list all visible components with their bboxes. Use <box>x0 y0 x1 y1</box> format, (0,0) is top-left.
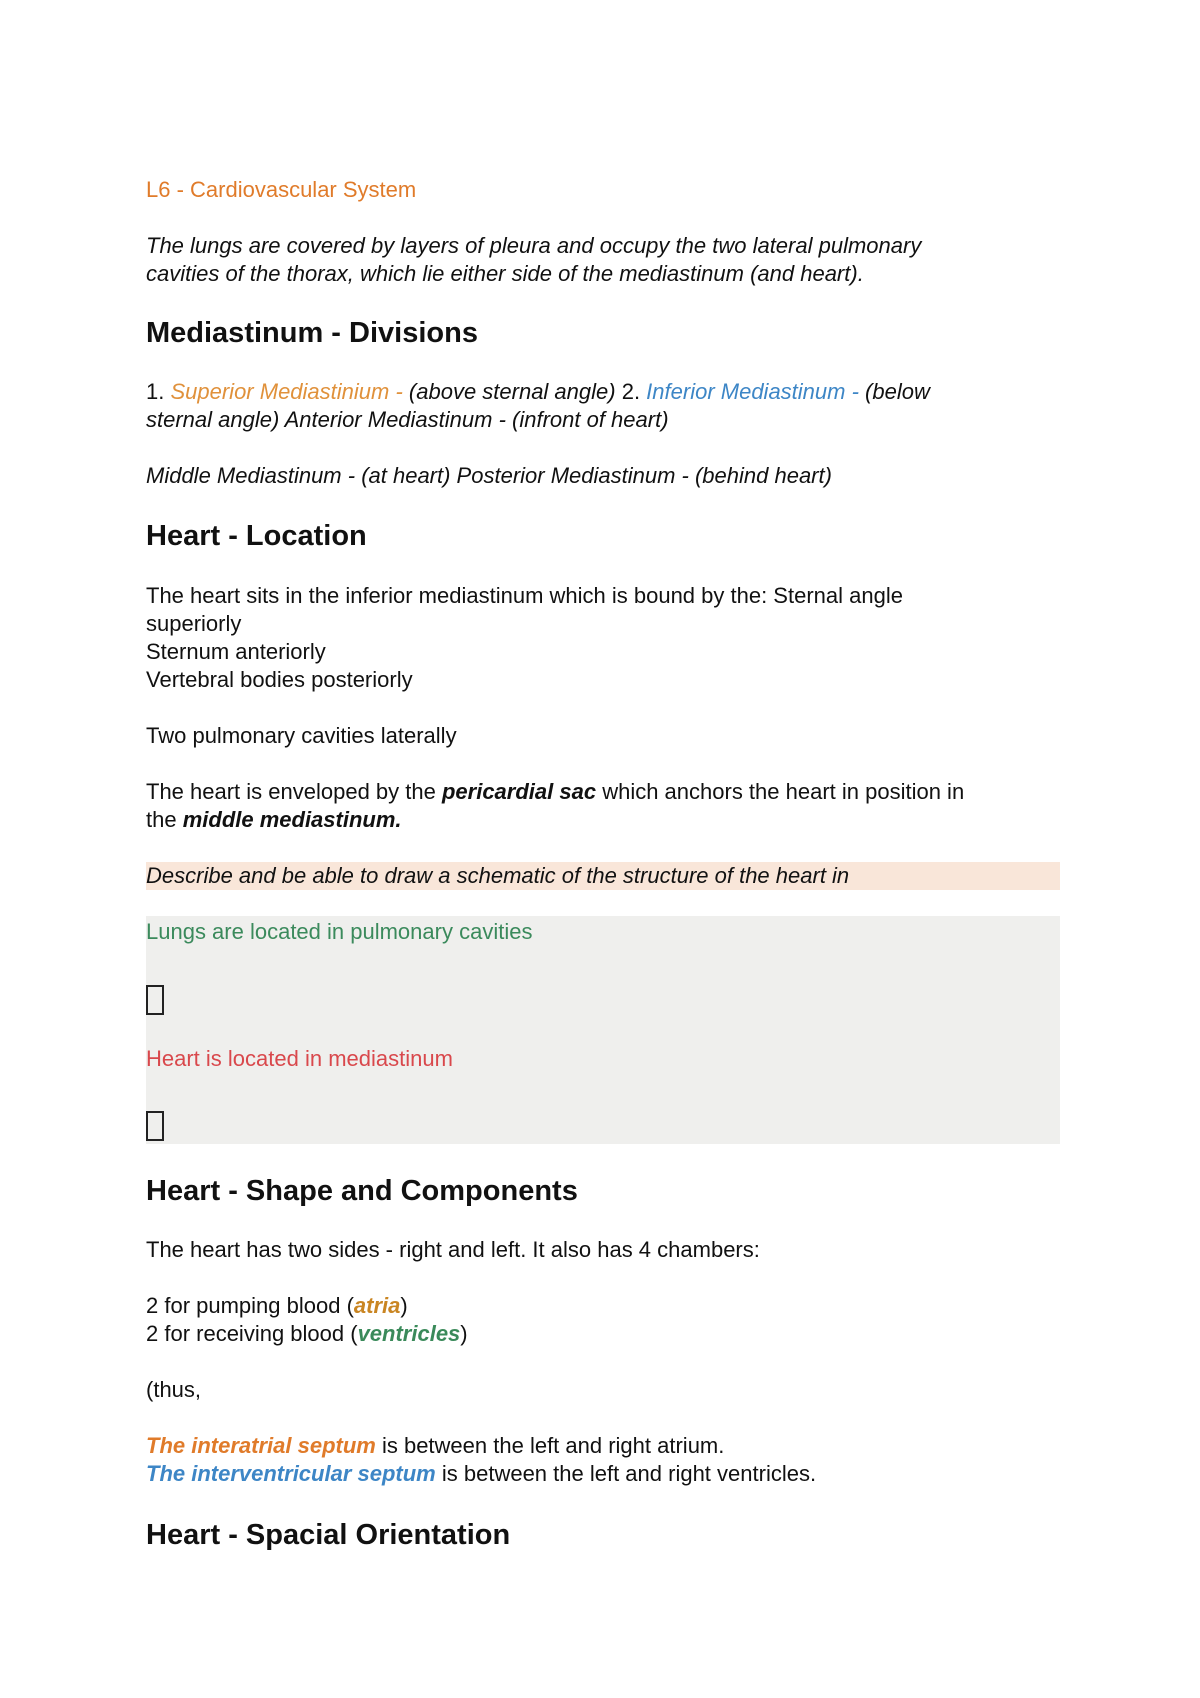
location-line-4: Vertebral bodies posteriorly <box>146 667 413 692</box>
ventricles-term: ventricles <box>357 1321 461 1346</box>
missing-image-icon <box>146 985 164 1015</box>
heading-orientation: Heart - Spacial Orientation <box>146 1519 511 1551</box>
heading-location: Heart - Location <box>146 520 367 552</box>
page-title: L6 - Cardiovascular System <box>146 177 417 202</box>
pericardial-sac: pericardial sac <box>441 779 597 804</box>
pumping-line <box>146 1292 408 1320</box>
intro-line-2: cavities of the thorax, which lie either side of the mediastinum (and heart). <box>146 261 864 286</box>
thus-line: (thus, <box>146 1377 202 1402</box>
divisions-line-1 <box>146 378 930 406</box>
superior-mediastinum: Superior Mediastinium - <box>170 379 409 404</box>
interventricular-text: is between the left and right ventricles. <box>435 1461 817 1486</box>
superior-note: (above sternal angle) <box>408 379 622 404</box>
shape-line-1: The heart has two sides - right and left. It also has 4 chambers: <box>146 1237 760 1262</box>
location-line-5: Two pulmonary cavities laterally <box>146 723 457 748</box>
interatrial-line <box>146 1432 724 1460</box>
callout-box <box>146 916 1060 1144</box>
heading-divisions: Mediastinum - Divisions <box>146 317 478 349</box>
envelope-text-c: which anchors the heart in position in <box>596 779 965 804</box>
divisions-num-2: 2. <box>621 379 647 404</box>
receiving-text-a: 2 for receiving blood ( <box>146 1321 358 1346</box>
location-line-2: superiorly <box>146 611 242 636</box>
highlight-text: Describe and be able to draw a schematic of the structure of the heart in <box>146 863 850 888</box>
pumping-text-c: ) <box>400 1293 408 1318</box>
divisions-line-2: sternal angle) Anterior Mediastinum - (infront of heart) <box>146 407 669 432</box>
interventricular-line <box>146 1460 816 1488</box>
inferior-mediastinum: Inferior Mediastinum - <box>646 379 866 404</box>
callout-heart: Heart is located in mediastinum <box>146 1046 453 1071</box>
location-line-1: The heart sits in the inferior mediastinum which is bound by the: Sternal angle <box>146 583 903 608</box>
callout-lungs: Lungs are located in pulmonary cavities <box>146 919 533 944</box>
middle-mediastinum: middle mediastinum. <box>182 807 402 832</box>
divisions-num-1: 1. <box>146 379 171 404</box>
envelope-text-a: The heart is enveloped by the <box>146 779 442 804</box>
envelope-line-1 <box>146 778 964 806</box>
atria-term: atria <box>353 1293 401 1318</box>
receiving-line <box>146 1320 468 1348</box>
inferior-note: (below <box>865 379 930 404</box>
pumping-text-a: 2 for pumping blood ( <box>146 1293 354 1318</box>
intro-line-1: The lungs are covered by layers of pleura and occupy the two lateral pulmonary <box>146 233 922 258</box>
envelope-line-2 <box>146 806 402 834</box>
divisions-line-3: Middle Mediastinum - (at heart) Posterior Mediastinum - (behind heart) <box>146 463 832 488</box>
receiving-text-c: ) <box>460 1321 468 1346</box>
missing-image-icon <box>146 1111 164 1141</box>
location-line-3: Sternum anteriorly <box>146 639 326 664</box>
heading-shape: Heart - Shape and Components <box>146 1175 578 1207</box>
envelope-text-d: the <box>146 807 183 832</box>
interventricular-septum: The interventricular septum <box>146 1461 436 1486</box>
interatrial-septum: The interatrial septum <box>146 1433 376 1458</box>
interatrial-text: is between the left and right atrium. <box>375 1433 725 1458</box>
